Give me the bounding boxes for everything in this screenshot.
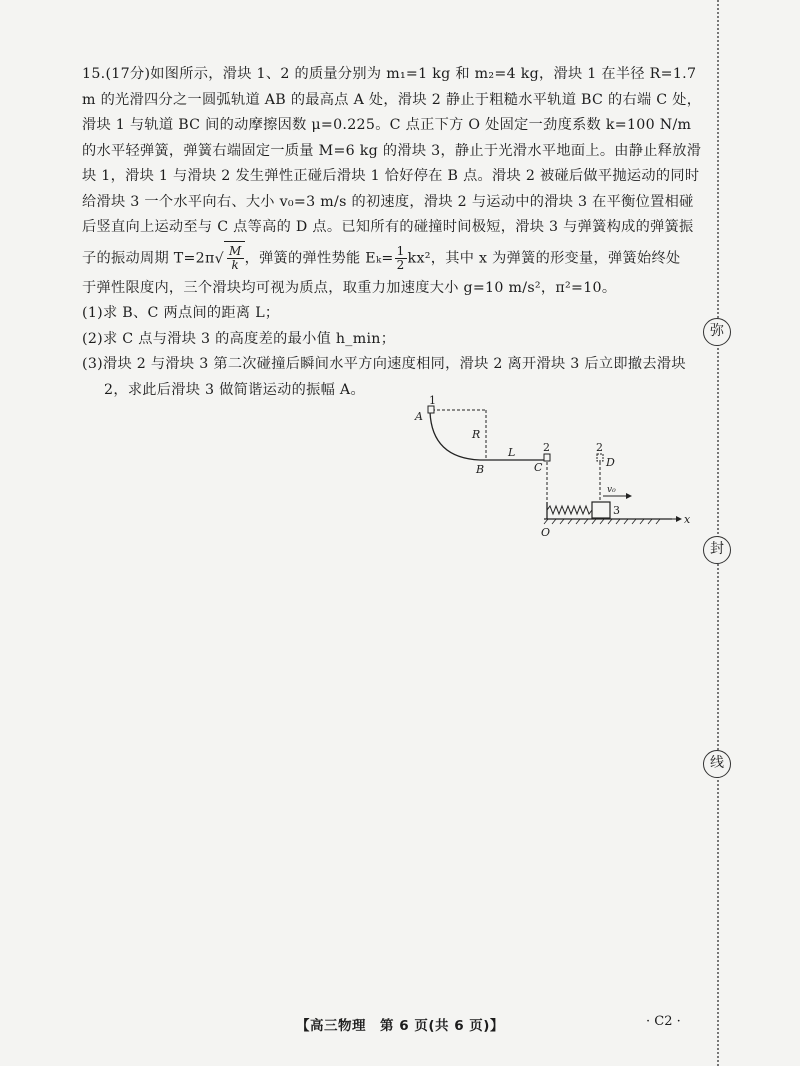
seal-char-xian: 线 (703, 750, 731, 778)
diagram-svg (410, 392, 700, 542)
sub-question-2: (2)求 C 点与滑块 3 的高度差的最小值 h_min； (82, 330, 396, 347)
label-v0: v₀ (607, 485, 616, 495)
label-3: 3 (613, 504, 620, 517)
label-a: A (415, 410, 423, 423)
period-text: 子的振动周期 T=2π (82, 250, 215, 266)
label-o: O (541, 526, 551, 539)
seal-char-feng: 封 (703, 536, 731, 564)
period-denominator: k (231, 258, 240, 272)
seal-char-mi: 弥 (703, 318, 731, 346)
label-2b: 2 (596, 441, 603, 454)
question-15 (82, 62, 702, 403)
label-1: 1 (429, 394, 436, 407)
sqrt-formula: √ $\frac{M}{k}$ (215, 241, 245, 276)
energy-text: ，弹簧的弹性势能 Eₖ= (244, 250, 394, 266)
label-b: B (476, 463, 485, 476)
energy-fraction (395, 245, 407, 272)
x-axis-head (676, 516, 682, 522)
question-number: 15. (82, 66, 106, 82)
block-2-at-d (597, 454, 603, 461)
paper-code: · C2 · (646, 1014, 681, 1029)
block-3 (592, 502, 610, 518)
label-l: L (508, 446, 516, 459)
question-tail: 于弹性限度内，三个滑块均可视为质点，取重力加速度大小 g=10 m/s²，π²=10。 (82, 279, 617, 296)
period-numerator: M (228, 244, 242, 258)
label-2a: 2 (543, 441, 550, 454)
v0-arrow-head (626, 493, 632, 499)
spring (547, 506, 592, 514)
physics-diagram (410, 392, 700, 542)
question-stem (82, 62, 702, 241)
label-c: C (534, 461, 543, 474)
block-2-at-c (544, 454, 550, 461)
label-x: x (684, 513, 691, 526)
energy-denominator: 2 (396, 257, 405, 272)
formula-line (82, 241, 702, 276)
question-intro: 如图所示，滑块 1、2 的质量分别为 m₁=1 kg 和 m₂=4 kg，滑块 1 在半径 R=1.7 m 的光滑四分之一圆弧轨道 AB 的最高点 A 处，滑块 2 静止于粗糙水平轨道 BC 的右端 C 处，滑块 1 与轨道 BC 间的动摩擦因数 μ=0.225。C 点正下方 O 处固定一劲度系数 k=100 N/m 的水平轻弹簧，弹簧右端固定一质量 M=6 kg 的滑块 3，静止于光滑水平地面上。由静止释放滑块 1，滑块 1 与滑块 2 发生弹性正碰后滑块 1 恰好停在 B 点。滑块 2 被碰后做平抛运动的同时给滑块 3 一个水平向右、大小 v₀=3 m/s 的初速度，滑块 2 与运动中的滑块 3 在平衡位置相碰后竖直向上运动至与 C 点等高的 D 点。已知所有的碰撞时间极短，滑块 3 与弹簧构成的弹簧振 (82, 66, 702, 235)
binding-margin-line (717, 0, 719, 1066)
label-r: R (472, 428, 481, 441)
page-footer: 【高三物理 第 6 页(共 6 页)】 (296, 1018, 504, 1034)
energy-post-text: kx²，其中 x 为弹簧的形变量，弹簧始终处 (407, 250, 681, 266)
sub-question-3: (3)滑块 2 与滑块 3 第二次碰撞后瞬间水平方向速度相同，滑块 2 离开滑块 3 后立即撤去滑块 2，求此后滑块 3 做简谐运动的振幅 A。 (82, 356, 686, 398)
sub-question-1: (1)求 B、C 两点间的距离 L； (82, 305, 280, 321)
question-score: (17分) (105, 66, 151, 82)
ground-hatch (544, 519, 660, 524)
block-1 (428, 406, 434, 413)
label-d: D (606, 456, 615, 469)
energy-numerator: 1 (396, 243, 405, 258)
